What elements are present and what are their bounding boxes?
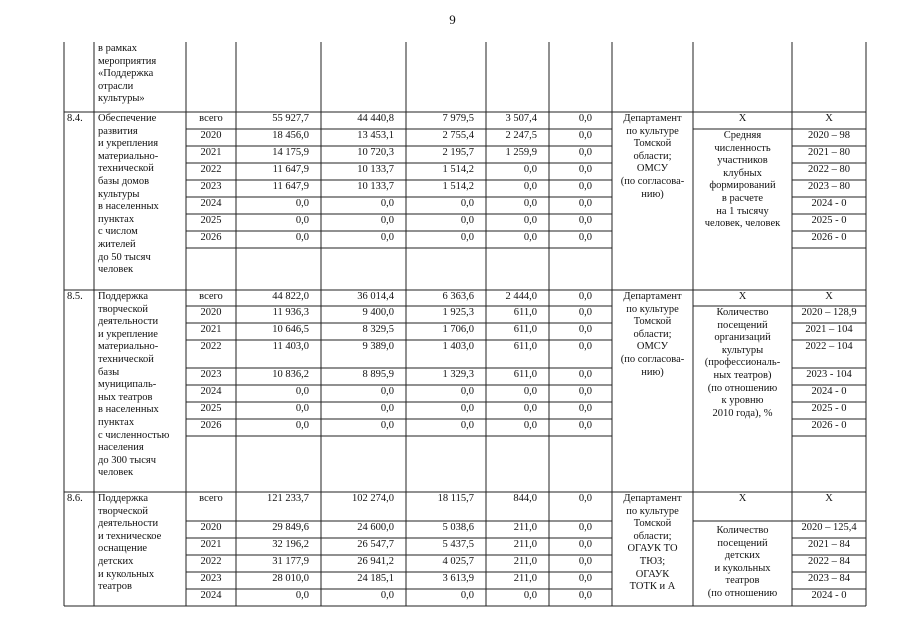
row-target: 2024 - 0 (811, 198, 847, 209)
row-federal: 0,0 (380, 420, 394, 431)
row-other: 0,0 (578, 493, 592, 504)
row-total: 32 196,2 (272, 539, 309, 550)
row-total: 0,0 (295, 215, 309, 226)
row-target: 2021 – 84 (808, 539, 850, 550)
row-other: 0,0 (578, 590, 592, 601)
row-target: 2023 – 84 (808, 573, 850, 584)
row-year: 2023 (200, 573, 222, 584)
row-local: 844,0 (513, 493, 537, 504)
target-header: Х (825, 113, 833, 124)
row-local: 0,0 (523, 420, 537, 431)
target-header: Х (825, 291, 833, 302)
row-regional: 5 437,5 (442, 539, 474, 550)
row-target: 2020 – 98 (808, 130, 850, 141)
row-total: 0,0 (295, 232, 309, 243)
row-target: 2022 – 104 (805, 341, 853, 352)
section-id: 8.4. (67, 113, 83, 124)
row-federal: 0,0 (380, 386, 394, 397)
row-other: 0,0 (578, 215, 592, 226)
executor: Департамент по культуре Томской области; ОМСУ (по согласова- нию) (620, 291, 685, 378)
row-regional: 1 925,3 (442, 307, 474, 318)
row-regional: 5 038,6 (442, 522, 474, 533)
row-year: всего (199, 493, 223, 504)
row-total: 10 836,2 (272, 369, 309, 380)
row-local: 0,0 (523, 181, 537, 192)
row-year: 2025 (200, 215, 222, 226)
row-target: 2022 – 80 (808, 164, 850, 175)
indicator: Количество посещений детских и кукольных театров (по отношению (707, 525, 778, 599)
row-year: 2021 (200, 147, 222, 158)
row-year: 2020 (200, 307, 222, 318)
row-total: 29 849,6 (272, 522, 309, 533)
row-total: 0,0 (295, 590, 309, 601)
row-other: 0,0 (578, 324, 592, 335)
row-other: 0,0 (578, 341, 592, 352)
row-other: 0,0 (578, 232, 592, 243)
row-year: 2021 (200, 539, 222, 550)
row-regional: 0,0 (460, 232, 474, 243)
row-year: 2024 (200, 590, 222, 601)
row-total: 28 010,0 (272, 573, 309, 584)
continuation-name: в рамках мероприятия «Поддержка отрасли культуры» (98, 43, 157, 105)
row-total: 55 927,7 (272, 113, 309, 124)
row-year: 2025 (200, 403, 222, 414)
row-federal: 0,0 (380, 215, 394, 226)
indicator: Средняя численность участников клубных формирований в расчете на 1 тысячу человек, человек (704, 130, 781, 230)
row-other: 0,0 (578, 556, 592, 567)
row-total: 11 403,0 (272, 341, 309, 352)
row-local: 3 507,4 (505, 113, 537, 124)
row-federal: 10 720,3 (357, 147, 394, 158)
row-federal: 9 389,0 (362, 341, 394, 352)
row-local: 611,0 (513, 307, 537, 318)
row-other: 0,0 (578, 198, 592, 209)
row-other: 0,0 (578, 307, 592, 318)
row-total: 0,0 (295, 198, 309, 209)
row-other: 0,0 (578, 164, 592, 175)
row-regional: 0,0 (460, 420, 474, 431)
row-target: 2023 – 80 (808, 181, 850, 192)
row-local: 211,0 (513, 556, 537, 567)
indicator: Количество посещений организаций культуры (профессиональ- ных театров) (по отношению к уровню 2010 года), % (704, 307, 781, 419)
row-regional: 0,0 (460, 386, 474, 397)
row-other: 0,0 (578, 522, 592, 533)
row-federal: 0,0 (380, 590, 394, 601)
row-local: 611,0 (513, 369, 537, 380)
row-total: 44 822,0 (272, 291, 309, 302)
row-federal: 8 895,9 (362, 369, 394, 380)
row-target: 2024 - 0 (811, 590, 847, 601)
row-regional: 1 514,2 (442, 164, 474, 175)
row-target: 2024 - 0 (811, 386, 847, 397)
row-total: 0,0 (295, 420, 309, 431)
row-year: 2023 (200, 369, 222, 380)
row-regional: 4 025,7 (442, 556, 474, 567)
row-federal: 8 329,5 (362, 324, 394, 335)
row-local: 0,0 (523, 403, 537, 414)
row-target: 2025 - 0 (811, 215, 847, 226)
row-other: 0,0 (578, 369, 592, 380)
row-regional: 3 613,9 (442, 573, 474, 584)
row-regional: 1 706,0 (442, 324, 474, 335)
row-federal: 0,0 (380, 198, 394, 209)
row-local: 0,0 (523, 164, 537, 175)
row-year: 2022 (200, 164, 222, 175)
row-other: 0,0 (578, 386, 592, 397)
row-local: 211,0 (513, 539, 537, 550)
row-total: 10 646,5 (272, 324, 309, 335)
executor: Департамент по культуре Томской области; ОМСУ (по согласова- нию) (620, 113, 685, 200)
row-local: 0,0 (523, 590, 537, 601)
page-number: 9 (449, 12, 456, 27)
row-total: 11 936,3 (272, 307, 309, 318)
row-other: 0,0 (578, 573, 592, 584)
row-regional: 0,0 (460, 198, 474, 209)
section-name: Поддержка творческой деятельности и техническое оснащение детских и кукольных театров (98, 493, 162, 593)
row-federal: 36 014,4 (357, 291, 394, 302)
row-other: 0,0 (578, 539, 592, 550)
row-regional: 0,0 (460, 590, 474, 601)
target-header: Х (825, 493, 833, 504)
row-regional: 2 195,7 (442, 147, 474, 158)
row-local: 211,0 (513, 573, 537, 584)
row-regional: 7 979,5 (442, 113, 474, 124)
row-year: 2021 (200, 324, 222, 335)
row-federal: 0,0 (380, 232, 394, 243)
row-federal: 9 400,0 (362, 307, 394, 318)
indicator-header: Х (738, 291, 747, 302)
executor: Департамент по культуре Томской области; ОГАУК ТО ТЮЗ; ОГАУК ТОТК и А (623, 493, 682, 593)
row-target: 2026 - 0 (811, 232, 847, 243)
row-total: 18 456,0 (272, 130, 309, 141)
row-total: 11 647,9 (272, 181, 309, 192)
row-year: 2020 (200, 522, 222, 533)
row-local: 0,0 (523, 232, 537, 243)
indicator-header: Х (738, 493, 747, 504)
row-federal: 24 600,0 (357, 522, 394, 533)
row-year: 2022 (200, 341, 222, 352)
row-other: 0,0 (578, 130, 592, 141)
section-name: Обеспечение развития и укрепления материально- технической базы домов культуры в населенных пунктах с числом жителей до 50 тысяч человек (98, 113, 159, 276)
row-year: 2026 (200, 232, 222, 243)
row-total: 31 177,9 (272, 556, 309, 567)
row-regional: 1 329,3 (442, 369, 474, 380)
row-other: 0,0 (578, 147, 592, 158)
row-federal: 26 941,2 (357, 556, 394, 567)
row-local: 611,0 (513, 341, 537, 352)
row-total: 121 233,7 (267, 493, 309, 504)
row-federal: 24 185,1 (357, 573, 394, 584)
row-target: 2021 – 104 (805, 324, 853, 335)
row-federal: 13 453,1 (357, 130, 394, 141)
row-year: 2024 (200, 386, 222, 397)
row-other: 0,0 (578, 181, 592, 192)
row-federal: 10 133,7 (357, 164, 394, 175)
row-local: 2 444,0 (505, 291, 537, 302)
row-target: 2020 – 125,4 (801, 522, 857, 533)
row-local: 0,0 (523, 198, 537, 209)
row-local: 611,0 (513, 324, 537, 335)
row-year: всего (199, 113, 223, 124)
row-federal: 10 133,7 (357, 181, 394, 192)
row-regional: 2 755,4 (442, 130, 474, 141)
row-federal: 0,0 (380, 403, 394, 414)
row-other: 0,0 (578, 403, 592, 414)
row-total: 11 647,9 (272, 164, 309, 175)
row-regional: 6 363,6 (442, 291, 474, 302)
row-year: 2026 (200, 420, 222, 431)
row-local: 2 247,5 (505, 130, 537, 141)
row-target: 2026 - 0 (811, 420, 847, 431)
row-federal: 102 274,0 (352, 493, 394, 504)
row-local: 0,0 (523, 386, 537, 397)
row-total: 14 175,9 (272, 147, 309, 158)
row-regional: 0,0 (460, 215, 474, 226)
row-total: 0,0 (295, 386, 309, 397)
row-target: 2021 – 80 (808, 147, 850, 158)
row-local: 1 259,9 (505, 147, 537, 158)
row-year: 2020 (200, 130, 222, 141)
row-total: 0,0 (295, 403, 309, 414)
row-federal: 44 440,8 (357, 113, 394, 124)
section-id: 8.5. (67, 291, 83, 302)
row-regional: 0,0 (460, 403, 474, 414)
row-other: 0,0 (578, 420, 592, 431)
row-regional: 1 514,2 (442, 181, 474, 192)
row-regional: 18 115,7 (437, 493, 474, 504)
row-target: 2023 - 104 (806, 369, 852, 380)
row-regional: 1 403,0 (442, 341, 474, 352)
row-target: 2020 – 128,9 (801, 307, 857, 318)
indicator-header: Х (738, 113, 747, 124)
section-name: Поддержка творческой деятельности и укрепление материально- технической базы муниципаль- ных театров в населенных пунктах с численностью населения до 300 тысяч человек (98, 291, 170, 479)
row-other: 0,0 (578, 291, 592, 302)
section-id: 8.6. (67, 493, 83, 504)
row-target: 2025 - 0 (811, 403, 847, 414)
row-year: 2024 (200, 198, 222, 209)
row-year: всего (199, 291, 223, 302)
row-local: 211,0 (513, 522, 537, 533)
row-year: 2023 (200, 181, 222, 192)
row-local: 0,0 (523, 215, 537, 226)
row-other: 0,0 (578, 113, 592, 124)
row-federal: 26 547,7 (357, 539, 394, 550)
row-year: 2022 (200, 556, 222, 567)
row-target: 2022 – 84 (808, 556, 850, 567)
